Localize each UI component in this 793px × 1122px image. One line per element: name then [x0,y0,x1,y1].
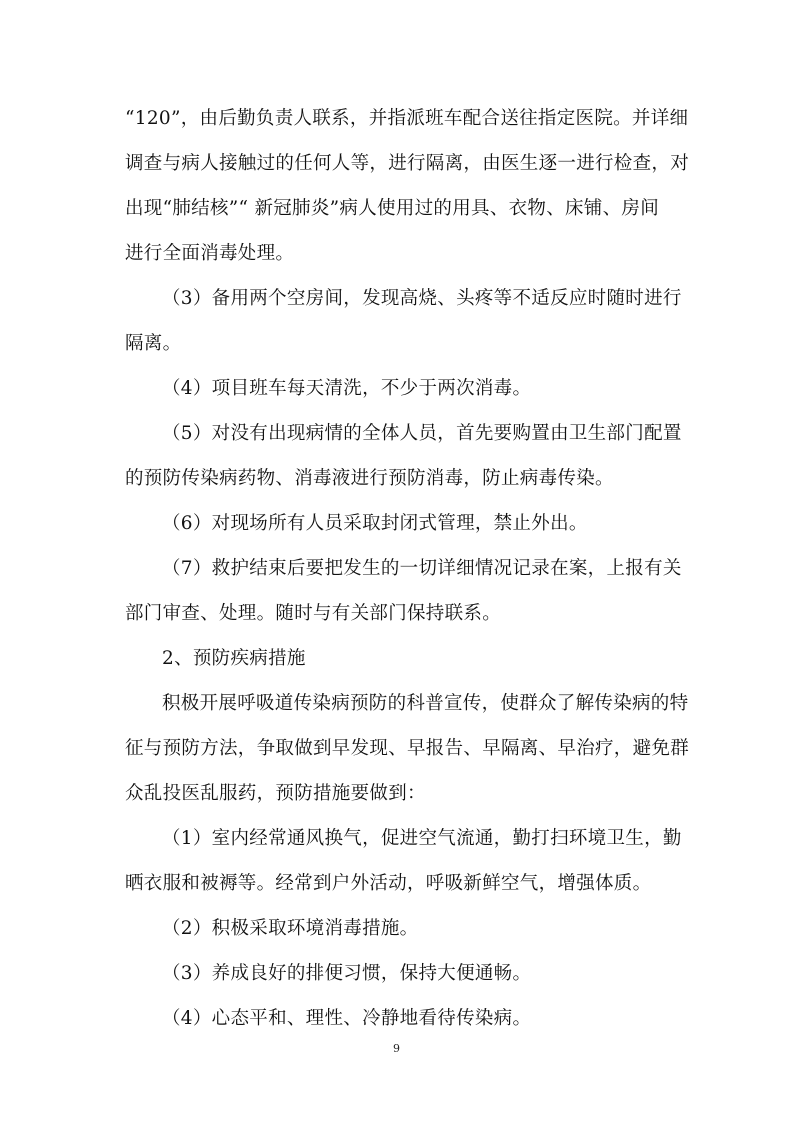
paragraph-item-7-line-1: （7）救护结束后要把发生的一切详细情况记录在案，上报有关 [162,558,682,579]
paragraph-item-5-line-2: 的预防传染病药物、消毒液进行预防消毒，防止病毒传染。 [125,468,614,489]
page-number: 9 [393,1042,400,1055]
paragraph-item-3-line-1: （3）备用两个空房间，发现高烧、头疼等不适反应时随时进行 [162,288,682,309]
text-line-1: “120”，由后勤负责人联系，并指派班车配合送往指定医院。并详细 [125,108,689,129]
intro-paragraph-line-1: 积极开展呼吸道传染病预防的科普宣传，使群众了解传染病的特 [162,693,689,714]
text-line-2: 调查与病人接触过的任何人等，进行隔离，由医生逐一进行检查，对 [125,153,690,174]
paragraph-item-7-line-2: 部门审查、处理。随时与有关部门保持联系。 [125,603,502,624]
paragraph-item-4: （4）项目班车每天清洗，不少于两次消毒。 [162,378,532,399]
intro-paragraph-line-3: 众乱投医乱服药，预防措施要做到： [125,783,426,804]
paragraph-item-5-line-1: （5）对没有出现病情的全体人员，首先要购置由卫生部门配置 [162,423,682,444]
intro-paragraph-line-2: 征与预防方法，争取做到早发现、早报告、早隔离、早治疗，避免群 [125,738,690,759]
section-heading: 2、预防疾病措施 [162,648,306,669]
measure-item-1-line-1: （1）室内经常通风换气，促进空气流通，勤打扫环境卫生，勤 [162,828,682,849]
measure-item-3: （3）养成良好的排便习惯，保持大便通畅。 [162,963,532,984]
measure-item-2: （2）积极采取环境消毒措施。 [162,918,419,939]
paragraph-item-3-line-2: 隔离。 [125,333,182,354]
measure-item-4: （4）心态平和、理性、冷静地看待传染病。 [162,1008,532,1029]
text-line-3: 出现“肺结核”“ 新冠肺炎”病人使用过的用具、衣物、床铺、房间 [125,198,660,219]
measure-item-1-line-2: 晒衣服和被褥等。经常到户外活动，呼吸新鲜空气，增强体质。 [125,873,652,894]
text-line-4: 进行全面消毒处理。 [125,243,295,264]
paragraph-item-6: （6）对现场所有人员采取封闭式管理，禁止外出。 [162,513,588,534]
